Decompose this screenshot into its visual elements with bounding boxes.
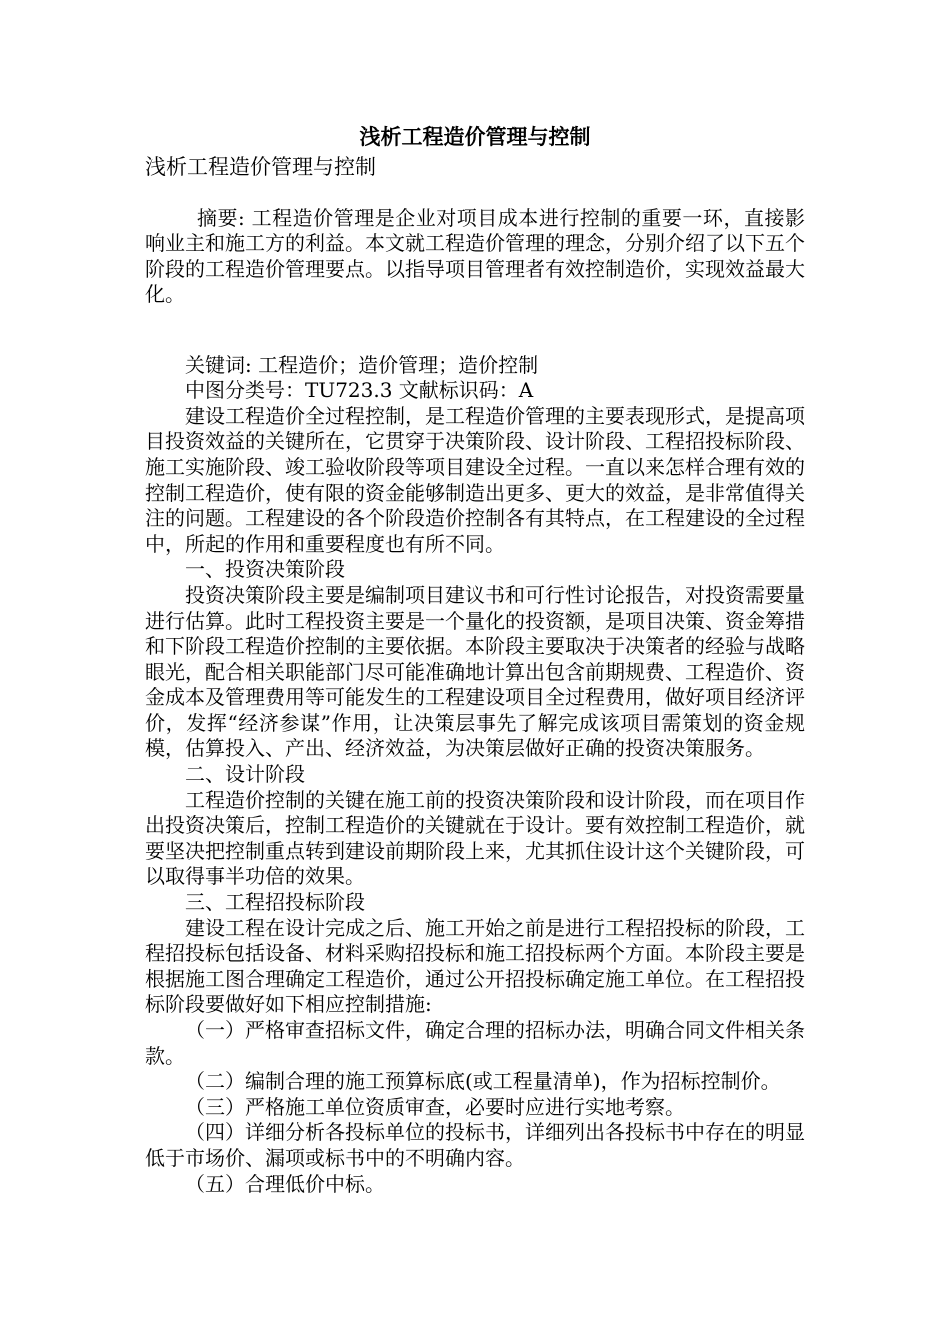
classification-line: 中图分类号：TU723.3 文献标识码：A	[185, 378, 534, 403]
measure-item: （一）严格审查招标文件，确定合理的招标办法，明确合同文件相关条款。	[145, 1018, 805, 1068]
keywords-line: 关键词: 工程造价；造价管理；造价控制	[185, 352, 539, 377]
document-title: 浅析工程造价管理与控制	[359, 124, 591, 149]
measure-item: （二）编制合理的施工预算标底(或工程量清单)，作为招标控制价。	[185, 1069, 781, 1094]
section-body-bidding: 建设工程在设计完成之后、施工开始之前是进行工程招投标的阶段，工程招投标包括设备、材料采购招投标和施工招投标两个方面。本阶段主要是根据施工图合理确定工程造价，通过公开招投标确定施工单位。在工程招投标阶段要做好如下相应控制措施:	[145, 915, 805, 1017]
measure-item: （四）详细分析各投标单位的投标书，详细列出各投标书中存在的明显低于市场价、漏项或标书中的不明确内容。	[145, 1120, 805, 1170]
measure-item: （五）合理低价中标。	[185, 1171, 385, 1196]
section-heading-design: 二、设计阶段	[185, 762, 305, 787]
section-heading-investment: 一、投资决策阶段	[185, 557, 345, 582]
measure-item: （三）严格施工单位资质审查，必要时应进行实地考察。	[185, 1094, 685, 1119]
document-page	[145, 120, 805, 1197]
section-body-design: 工程造价控制的关键在施工前的投资决策阶段和设计阶段，而在项目作出投资决策后，控制工程造价的关键就在于设计。要有效控制工程造价，就要坚决把控制重点转到建设前期阶段上来，尤其抓住设计这个关键阶段，可以取得事半功倍的效果。	[145, 787, 805, 889]
intro-paragraph: 建设工程造价全过程控制，是工程造价管理的主要表现形式，是提高项目投资效益的关键所在，它贯穿于决策阶段、设计阶段、工程招投标阶段、施工实施阶段、竣工验收阶段等项目建设全过程。一直以来怎样合理有效的控制工程造价，使有限的资金能够制造出更多、更大的效益，是非常值得关注的问题。工程建设的各个阶段造价控制各有其特点，在工程建设的全过程中，所起的作用和重要程度也有所不同。	[145, 403, 805, 556]
abstract-paragraph: 摘要: 工程造价管理是企业对项目成本进行控制的重要一环，直接影响业主和施工方的利益。本文就工程造价管理的理念，分别介绍了以下五个阶段的工程造价管理要点。以指导项目管理者有效控制造价，实现效益最大化。	[145, 205, 805, 307]
section-body-investment: 投资决策阶段主要是编制项目建议书和可行性讨论报告，对投资需要量进行估算。此时工程投资主要是一个量化的投资额，是项目决策、资金筹措和下阶段工程造价控制的主要依据。本阶段主要取决于决策者的经验与战略眼光，配合相关职能部门尽可能准确地计算出包含前期规费、工程造价、资金成本及管理费用等可能发生的工程建设项目全过程费用，做好项目经济评价，发挥“经济参谋”作用，让决策层事先了解完成该项目需策划的资金规模，估算投入、产出、经济效益，为决策层做好正确的投资决策服务。	[145, 582, 805, 761]
spacer	[145, 180, 805, 206]
section-heading-bidding: 三、工程招投标阶段	[185, 890, 365, 915]
spacer	[145, 308, 805, 334]
document-subtitle: 浅析工程造价管理与控制	[145, 155, 376, 179]
spacer	[145, 334, 805, 353]
